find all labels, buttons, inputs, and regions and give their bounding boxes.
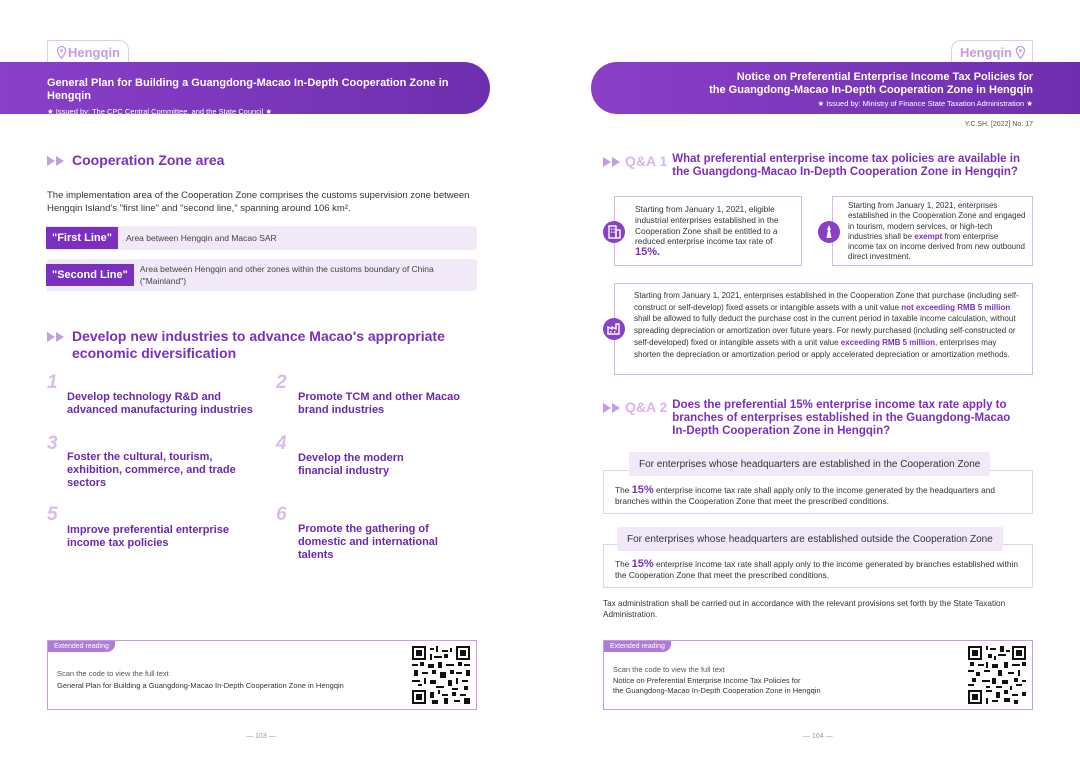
banner-title-line1: Notice on Preferential Enterprise Income Tax Policies for (736, 71, 1033, 83)
rate-15: 15% (631, 484, 654, 496)
item-number: 2 (276, 372, 287, 393)
extended-reading-label: Extended reading (48, 641, 115, 652)
qr-code-icon[interactable] (412, 646, 470, 704)
double-arrow-icon (47, 328, 64, 362)
banner-issuer: ★ Issued by: Ministry of Finance State Taxation Administration ★ (817, 99, 1033, 108)
qa1-heading (603, 153, 1032, 179)
ext-title: General Plan for Building a Guangdong-Macao In-Depth Cooperation Zone in Hengqin (57, 681, 344, 690)
double-arrow-icon (603, 153, 620, 179)
item-number: 1 (47, 372, 58, 393)
industry-item: Develop the modern financial industry (298, 452, 404, 477)
location-pin-icon (56, 46, 65, 58)
building-icon (603, 221, 625, 243)
industry-item: Develop technology R&D and advanced manufacturing industries (67, 391, 253, 416)
document-number: Y.C.SH. [2022] No. 17 (964, 121, 1033, 128)
scan-text: Scan the code to view the full text (57, 669, 169, 678)
industry-item: Promote TCM and other Macao brand industries (298, 391, 460, 416)
qa2-heading (603, 399, 1017, 438)
location-pin-icon (1015, 46, 1024, 58)
factory-icon (603, 318, 625, 340)
rate-15: 15%. (635, 246, 661, 259)
banner-title-line2: the Guangdong-Macao In-Depth Cooperation Zone in Hengqin (709, 84, 1033, 96)
answer-box-hq-outside: The 15% enterprise income tax rate shall apply only to the income generated by branches established within the Cooperation Zone that meet the prescribed conditions. (603, 544, 1033, 588)
exceeding-highlight: exceeding RMB 5 million (840, 337, 936, 347)
banner-right (591, 62, 1080, 114)
industry-item: Improve preferential enterprise income tax policies (67, 524, 230, 549)
second-line-row (47, 259, 477, 291)
intro-text: The implementation area of the Cooperation Zone comprises the customs supervision zone between Hengqin Island's "first line" and "second line," spanning around 106 km². (47, 190, 470, 214)
rate-15: 15% (631, 558, 654, 570)
page-number: — 103 — (246, 733, 276, 740)
qa2-label: Q&A 2 (625, 399, 668, 415)
extended-reading-right (603, 640, 1033, 710)
item-number: 4 (276, 433, 287, 454)
qa1-label: Q&A 1 (625, 153, 668, 169)
policy-box-industrial: Starting from January 1, 2021, eligible industrial enterprises established in the Cooperation Zone shall be entitled to a reduced enterprise income tax rate of 15%. (614, 196, 802, 266)
not-exceeding-highlight: not exceeding RMB 5 million (901, 302, 1011, 312)
hengqin-tag-right (951, 40, 1033, 64)
hengqin-tag-left (47, 40, 129, 64)
double-arrow-icon (603, 399, 620, 438)
tag-label: Hengqin (68, 44, 120, 60)
answer-box-hq-inside: The 15% enterprise income tax rate shall apply only to the income generated by the headquarters and branches within the Cooperation Zone that meet the prescribed conditions. (603, 470, 1033, 514)
second-line-label: "Second Line" (46, 264, 134, 286)
qa1-question: What preferential enterprise income tax policies are available in the Guangdong-Macao In-Depth Cooperation Zone in Hengqin? (672, 153, 1020, 178)
exempt-highlight: exempt (914, 231, 943, 241)
scan-text: Scan the code to view the full text (613, 665, 725, 674)
policy-box-assets: Starting from January 1, 2021, enterprises established in the Cooperation Zone that purchase (including self-construct or self-develop) fixed assets or intangible assets with a unit value not exceeding RMB 5 million shall be allowed to fully deduct the purchase cost in the current period in taxable income calculation, without spreading depreciation or amortization over future years. For newly purchased (including self-constructed or self-developed) fixed or intangible assets with a unit value exceeding RMB 5 million, enterprises may shorten the depreciation or amortization period or apply accelerated depreciation or amortization methods. (614, 283, 1033, 375)
pill-hq-outside: For enterprises whose headquarters are established outside the Cooperation Zone (617, 527, 1003, 551)
industry-item: Promote the gathering of domestic and international talents (298, 523, 438, 561)
first-line-desc: Area between Hengqin and Macao SAR (125, 233, 277, 243)
double-arrow-icon (47, 152, 64, 168)
tax-admin-note: Tax administration shall be carried out in accordance with the relevant provisions set forth by the State Taxation Administration. (603, 599, 1006, 619)
policy-box-services: Starting from January 1, 2021, enterprises established in the Cooperation Zone and engaged in tourism, modern services, or high-tech industries shall be exempt from enterprise income tax on income derived from new outbound direct investment. (832, 196, 1033, 266)
item-number: 5 (47, 504, 58, 525)
banner-title: General Plan for Building a Guangdong-Macao In-Depth Cooperation Zone in Hengqin (47, 77, 449, 102)
item-number: 3 (47, 433, 58, 454)
page-number: — 104 — (803, 733, 833, 740)
extended-reading-left (47, 640, 477, 710)
tower-icon (818, 221, 840, 243)
tag-label: Hengqin (960, 44, 1012, 60)
item-number: 6 (276, 504, 287, 525)
section-title-industries: Develop new industries to advance Macao's appropriate economic diversification (47, 328, 445, 362)
extended-reading-label: Extended reading (604, 641, 671, 652)
banner-issuer: ★ Issued by: The CPC Central Committee, and the State Council ★ (47, 107, 273, 116)
second-line-desc: Area between Hengqin and other zones within the customs boundary of China ("Mainland") (139, 264, 434, 286)
pill-hq-inside: For enterprises whose headquarters are established in the Cooperation Zone (629, 452, 990, 476)
section-title-area: Cooperation Zone area (47, 152, 224, 168)
banner-left (0, 62, 490, 114)
industry-item: Foster the cultural, tourism, exhibition, commerce, and trade sectors (67, 451, 236, 489)
ext-title: Notice on Preferential Enterprise Income Tax Policies for the Guangdong-Macao In-Depth Cooperation Zone in Hengqin (613, 676, 821, 695)
qa2-question: Does the preferential 15% enterprise income tax rate apply to branches of enterprises established in the Guangdong-Macao In-Depth Cooperation Zone in Hengqin? (672, 399, 1011, 437)
first-line-label: "First Line" (46, 227, 118, 249)
first-line-row (47, 226, 477, 250)
qr-code-icon[interactable] (968, 646, 1026, 704)
